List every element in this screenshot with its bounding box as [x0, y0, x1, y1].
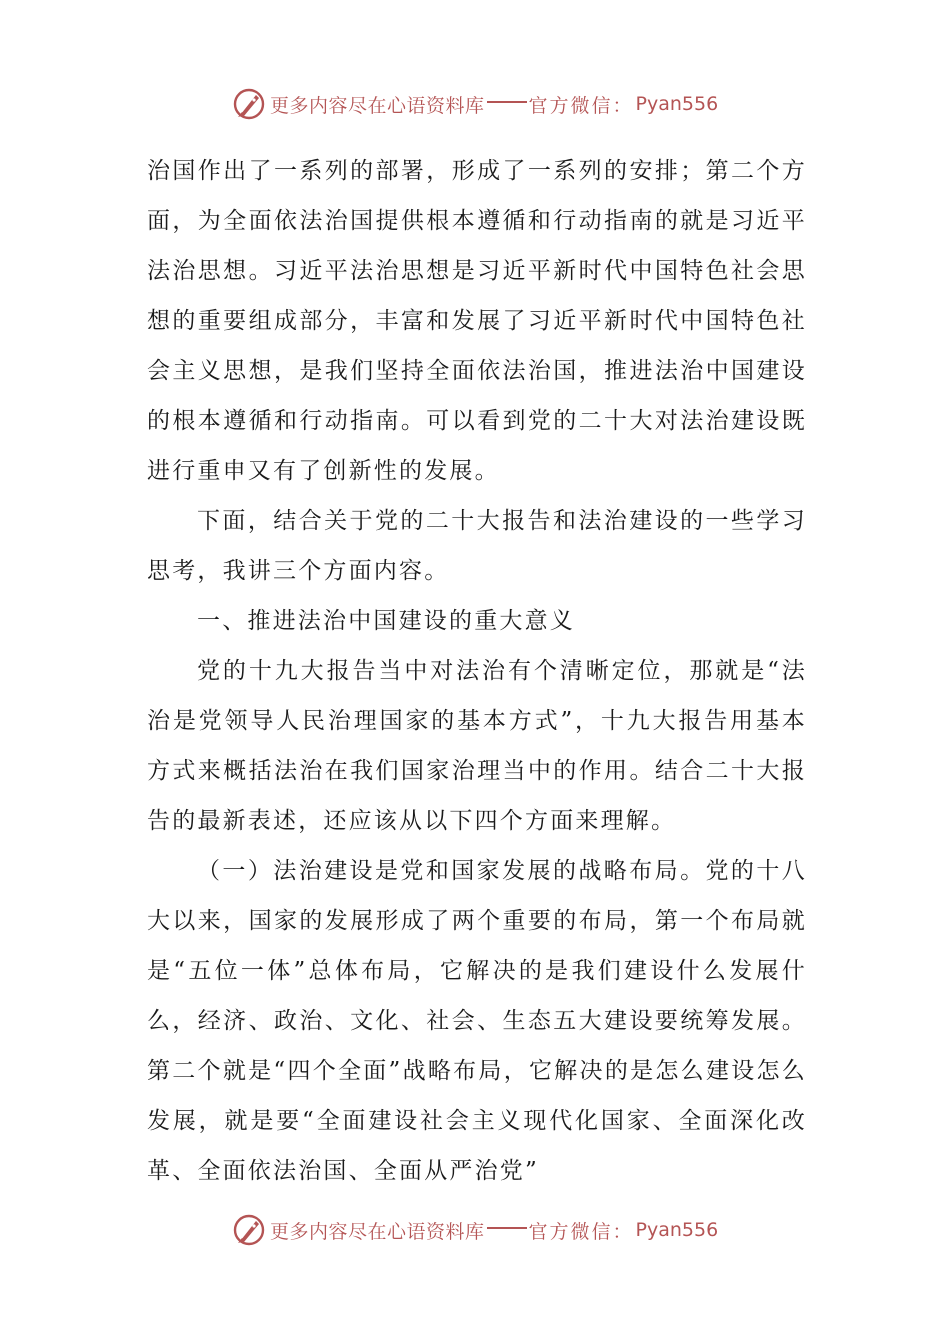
section-heading: 一、推进法治中国建设的重大意义 — [197, 608, 575, 634]
paragraph: 党的十九大报告当中对法治有个清晰定位，那就是“法治是党领导人民治理国家的基本方式”，十九大报告用基本方式来概括法治在我们国家治理当中的作用。结合二十大报告的最新表述，还应该从以下四个方面来理解。 — [147, 658, 807, 834]
paragraph: 下面，结合关于党的二十大报告和法治建设的一些学习思考，我讲三个方面内容。 — [147, 508, 807, 584]
watermark-wechat-id: Pyan556 — [635, 93, 719, 115]
paragraph: （一）法治建设是党和国家发展的战略布局。党的十八大以来，国家的发展形成了两个重要的布局，第一个布局就是“五位一体”总体布局，它解决的是我们建设什么发展什么，经济、政治、文化、社会、生态五大建设要统筹发展。第二个就是“四个全面”战略布局，它解决的是怎么建设怎么发展，就是要“全面建设社会主义现代化国家、全面深化改革、全面依法治国、全面从严治党” — [147, 858, 807, 1184]
watermark-dash — [487, 1227, 527, 1229]
header-watermark — [232, 86, 718, 122]
watermark-brand-text: 更多内容尽在心语资料库 — [270, 1220, 485, 1243]
watermark-dash — [487, 101, 527, 103]
document-body — [147, 146, 807, 1196]
watermark-official-label: 官方微信： — [528, 1220, 634, 1243]
watermark-official-label: 官方微信： — [528, 94, 634, 117]
pen-nib-circle-icon — [232, 87, 266, 121]
footer-watermark — [232, 1212, 718, 1248]
paragraph: 治国作出了一系列的部署，形成了一系列的安排；第二个方面，为全面依法治国提供根本遵循和行动指南的就是习近平法治思想。习近平法治思想是习近平新时代中国特色社会思想的重要组成部分，丰富和发展了习近平新时代中国特色社会主义思想，是我们坚持全面依法治国，推进法治中国建设的根本遵循和行动指南。可以看到党的二十大对法治建设既进行重申又有了创新性的发展。 — [147, 158, 807, 484]
watermark-brand-text: 更多内容尽在心语资料库 — [270, 94, 485, 117]
pen-nib-circle-icon — [232, 1213, 266, 1247]
watermark-wechat-id: Pyan556 — [635, 1219, 719, 1241]
